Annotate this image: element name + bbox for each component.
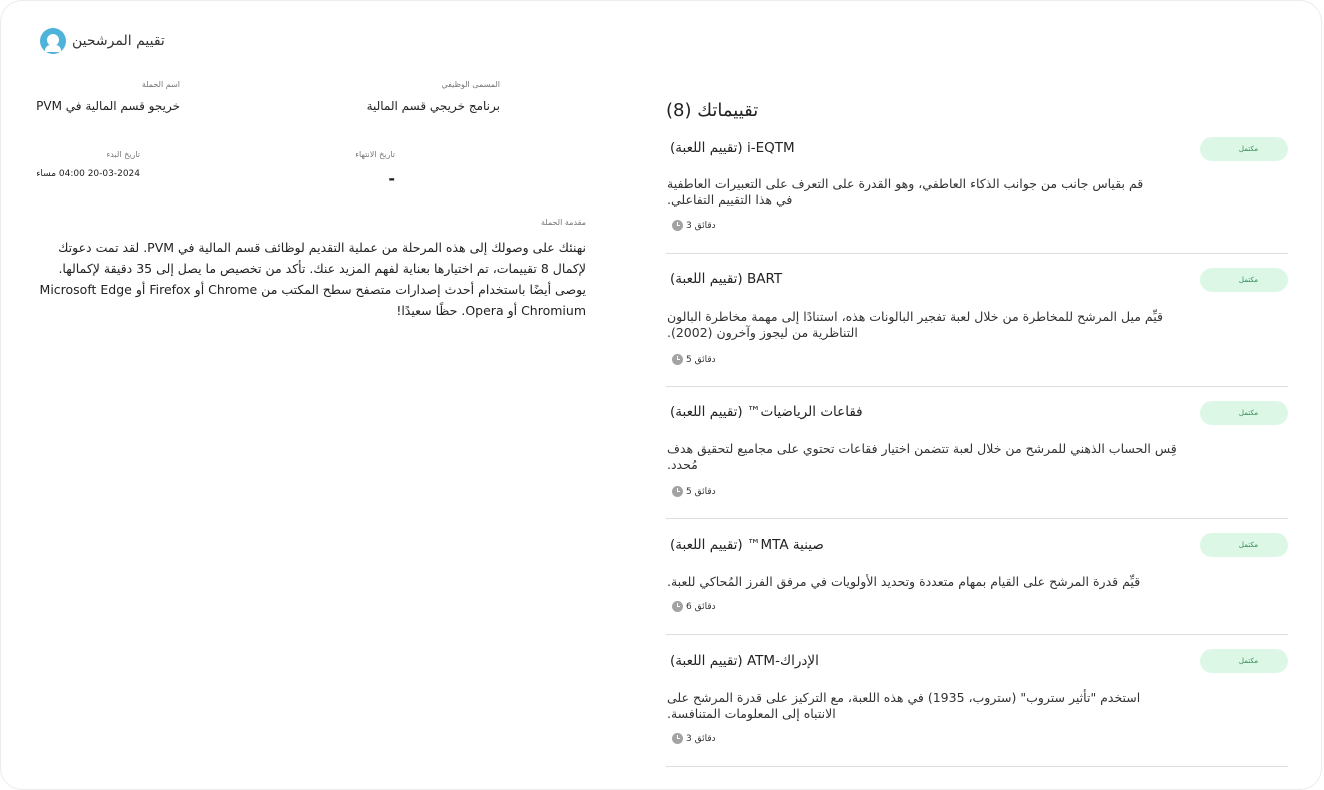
assessment-description-line: قِس الحساب الذهني للمرشح من خلال لعبة تتضمن اختيار فقاعات تحتوي على مجاميع لتحقيق هدف <box>667 441 1177 456</box>
assessment-description-line: الانتباه إلى المعلومات المتنافسة. <box>667 706 836 721</box>
end-date-label: تاريخ الانتهاء <box>355 150 395 159</box>
assessment-item[interactable] <box>666 519 1288 635</box>
assessment-description <box>667 309 1207 341</box>
duration-text: 5 دقائق <box>686 486 716 497</box>
assessments-title: تقييماتك (8) <box>666 100 759 121</box>
job-title-value: برنامج خريجي قسم المالية <box>366 99 500 113</box>
clock-icon <box>672 486 683 497</box>
clock-icon <box>672 601 683 612</box>
start-date-label: تاريخ البدء <box>106 150 140 159</box>
campaign-name-value: خريجو قسم المالية في PVM <box>36 99 180 113</box>
clock-icon <box>672 220 683 231</box>
start-date-field <box>30 150 140 179</box>
assessment-duration <box>672 486 716 497</box>
assessment-item[interactable] <box>666 387 1288 519</box>
assessment-title: فقاعات الرياضيات™ (تقييم اللعبة) <box>670 404 863 420</box>
assessment-description-line: استخدم "تأثير ستروب" (ستروب، 1935) في هذه اللعبة، مع التركيز على قدرة المرشح على <box>667 690 1141 705</box>
status-badge: مكتمل <box>1200 137 1288 161</box>
campaign-intro-label: مقدمة الحملة <box>540 218 586 227</box>
assessment-list <box>666 136 1288 767</box>
duration-text: 5 دقائق <box>686 354 716 365</box>
assessment-item[interactable] <box>666 136 1288 254</box>
assessment-title: الإدراك-ATM (تقييم اللعبة) <box>670 653 819 669</box>
assessment-description <box>667 690 1207 722</box>
start-date-value: 20-03-2024 04:00 مساء <box>36 169 140 179</box>
campaign-intro-text: نهنئك على وصولك إلى هذه المرحلة من عملية التقديم لوظائف قسم المالية في PVM. لقد تمت دعوتك لإكمال 8 تقييمات، تم اختيارها بعناية لفهم المزيد عنك. تأكد من تخصيص ما يصل إلى 35 دقيقة لإكمالها. يوصى أيضًا باستخدام أحدث إصدارات متصفح سطح المكتب من Chrome أو Firefox أو Microsoft Edge Chromium أو Opera. حظًا سعيدًا! <box>39 240 586 318</box>
assessment-duration <box>672 733 716 744</box>
assessment-description <box>667 441 1207 473</box>
assessment-description <box>667 176 1207 208</box>
end-date-value: - <box>388 169 395 188</box>
status-badge: مكتمل <box>1200 533 1288 557</box>
assessment-description-line: مُحدد. <box>667 457 698 472</box>
duration-text: 3 دقائق <box>686 733 716 744</box>
assessment-title: BART (تقييم اللعبة) <box>670 271 783 287</box>
assessment-item[interactable] <box>666 254 1288 387</box>
assessment-description <box>667 574 1207 590</box>
campaign-name-field <box>30 80 180 113</box>
job-title-label: المسمى الوظيفي <box>441 80 500 89</box>
assessment-description-line: قم بقياس جانب من جوانب الذكاء العاطفي، وهو القدرة على التعرف على التعبيرات العاطفية <box>667 176 1144 191</box>
assessment-description-line: في هذا التقييم التفاعلي. <box>667 192 793 207</box>
assessment-title: صينية MTA™ (تقييم اللعبة) <box>670 537 824 553</box>
campaign-intro-field <box>26 218 586 321</box>
brand-name: تقييم المرشحين <box>72 33 165 49</box>
assessment-description-line: التناظرية من ليجوز وآخرون (2002). <box>667 325 858 340</box>
brand-logo-icon <box>40 28 66 54</box>
status-badge: مكتمل <box>1200 268 1288 292</box>
assessment-duration <box>672 220 716 231</box>
status-badge: مكتمل <box>1200 401 1288 425</box>
end-date-field <box>345 150 395 188</box>
clock-icon <box>672 354 683 365</box>
brand-header <box>40 28 165 54</box>
assessment-item[interactable] <box>666 635 1288 767</box>
clock-icon <box>672 733 683 744</box>
campaign-name-label: اسم الحملة <box>141 80 180 89</box>
assessments-panel <box>666 100 1288 744</box>
assessment-duration <box>672 354 716 365</box>
duration-text: 6 دقائق <box>686 601 716 612</box>
assessment-description-line: قيِّم قدرة المرشح على القيام بمهام متعددة وتحديد الأولويات في مرفق الفرز المُحاكي للعبة. <box>667 574 1141 589</box>
assessment-description-line: قيِّم ميل المرشح للمخاطرة من خلال لعبة تفجير البالونات هذه، استنادًا إلى مهمة مخاطرة البالون <box>667 309 1163 324</box>
status-badge: مكتمل <box>1200 649 1288 673</box>
duration-text: 3 دقائق <box>686 220 716 231</box>
assessment-title: i-EQTM (تقييم اللعبة) <box>670 140 795 156</box>
job-title-field <box>345 80 500 113</box>
assessment-duration <box>672 601 716 612</box>
